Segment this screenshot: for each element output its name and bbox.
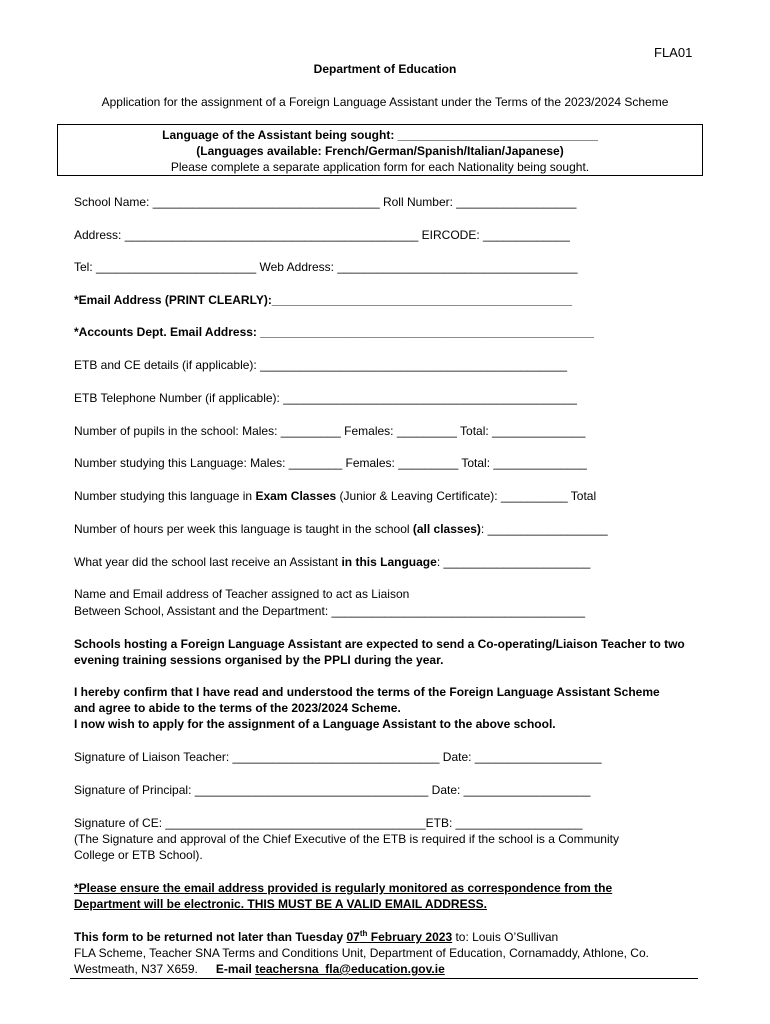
- languages-available: (Languages available: French/German/Spanish/Italian/Japanese): [196, 144, 564, 158]
- liaison-field[interactable]: Between School, Assistant and the Department: ______________________________________: [74, 604, 586, 618]
- year-prefix: What year did the school last receive an Assistant: [74, 555, 342, 569]
- address-field[interactable]: Address: ____________________________________________ EIRCODE: _____________: [74, 228, 570, 242]
- exam-prefix: Number studying this language in: [74, 489, 256, 503]
- email-field[interactable]: *Email Address (PRINT CLEARLY):_____________________________________________: [74, 293, 573, 307]
- nationality-instruction: Please complete a separate application form for each Nationality being sought.: [170, 160, 590, 174]
- confirm-line-1: I hereby confirm that I have read and understood the terms of the Foreign Language Assistant Scheme: [74, 685, 660, 699]
- principal-signature-field[interactable]: Signature of Principal: ___________________________________ Date: ___________________: [74, 783, 591, 797]
- year-bold: in this Language: [341, 555, 437, 569]
- contact-email-link[interactable]: teachersna_fla@education.gov.ie: [255, 962, 445, 976]
- return-month: February 2023: [367, 930, 453, 944]
- hours-field[interactable]: [74, 522, 608, 537]
- return-date: [346, 930, 452, 944]
- confirm-line-3: I now wish to apply for the assignment of a Language Assistant to the above school.: [74, 717, 556, 731]
- footer-rule: [70, 978, 698, 979]
- hours-prefix: Number of hours per week this language is taught in the school: [74, 522, 413, 536]
- language-box: [57, 124, 703, 176]
- etb-phone-field[interactable]: ETB Telephone Number (if applicable): ____________________________________________: [74, 391, 577, 405]
- return-prefix: This form to be returned not later than Tuesday: [74, 930, 347, 944]
- hosting-notice-1: Schools hosting a Foreign Language Assistant are expected to send a Co-operating/Liaison Teacher to two: [74, 637, 685, 651]
- confirm-line-2: and agree to abide to the terms of the 2023/2024 Scheme.: [74, 701, 401, 715]
- tel-field[interactable]: Tel: ________________________ Web Address: ____________________________________: [74, 260, 578, 274]
- return-day: 07: [346, 930, 360, 944]
- studying-field[interactable]: Number studying this Language: Males: ________ Females: _________ Total: ______________: [74, 456, 587, 470]
- exam-bold: Exam Classes: [255, 489, 337, 503]
- form-subtitle: Application for the assignment of a Foreign Language Assistant under the Terms of the 2023/2024 Scheme: [101, 95, 669, 109]
- last-assistant-year-field[interactable]: [74, 555, 590, 570]
- school-name-field[interactable]: School Name: __________________________________ Roll Number: __________________: [74, 195, 577, 209]
- email-warning-1: *Please ensure the email address provided is regularly monitored as correspondence from the: [74, 881, 613, 895]
- ce-note-1: (The Signature and approval of the Chief Executive of the ETB is required if the school is a Community: [74, 832, 619, 846]
- accounts-email-field[interactable]: *Accounts Dept. Email Address: __________________________________________________: [74, 325, 594, 339]
- return-sup: th: [359, 929, 368, 938]
- exam-suffix: (Junior & Leaving Certificate): __________ Total: [336, 489, 597, 503]
- hours-bold: (all classes): [412, 522, 481, 536]
- return-address-1: FLA Scheme, Teacher SNA Terms and Conditions Unit, Department of Education, Cornamaddy, Athlone, Co.: [74, 946, 649, 960]
- hours-suffix: : __________________: [480, 522, 608, 536]
- ce-note-2: College or ETB School).: [74, 848, 203, 862]
- email-label: E-mail: [215, 962, 256, 976]
- exam-classes-field[interactable]: [74, 489, 596, 504]
- pupils-field[interactable]: Number of pupils in the school: Males: _________ Females: _________ Total: ______________: [74, 424, 586, 438]
- ce-signature-field[interactable]: Signature of CE: _______________________________________ETB: ___________________: [74, 816, 583, 830]
- year-suffix: : ______________________: [436, 555, 591, 569]
- department-title: Department of Education: [313, 62, 457, 76]
- return-address-line-2: [74, 962, 445, 977]
- hosting-notice-2: evening training sessions organised by the PPLI during the year.: [74, 653, 444, 667]
- etb-ce-field[interactable]: ETB and CE details (if applicable): ______________________________________________: [74, 358, 568, 372]
- return-to: to: Louis O’Sullivan: [452, 930, 559, 944]
- liaison-signature-field[interactable]: Signature of Liaison Teacher: _______________________________ Date: ___________________: [74, 750, 602, 764]
- language-sought[interactable]: Language of the Assistant being sought: ______________________________: [162, 128, 598, 142]
- liaison-label: Name and Email address of Teacher assigned to act as Liaison: [74, 587, 410, 601]
- return-address-2: Westmeath, N37 X659.: [74, 962, 198, 976]
- return-deadline: [74, 930, 558, 945]
- email-warning-2: Department will be electronic. THIS MUST BE A VALID EMAIL ADDRESS.: [74, 897, 487, 911]
- form-code: FLA01: [654, 45, 693, 60]
